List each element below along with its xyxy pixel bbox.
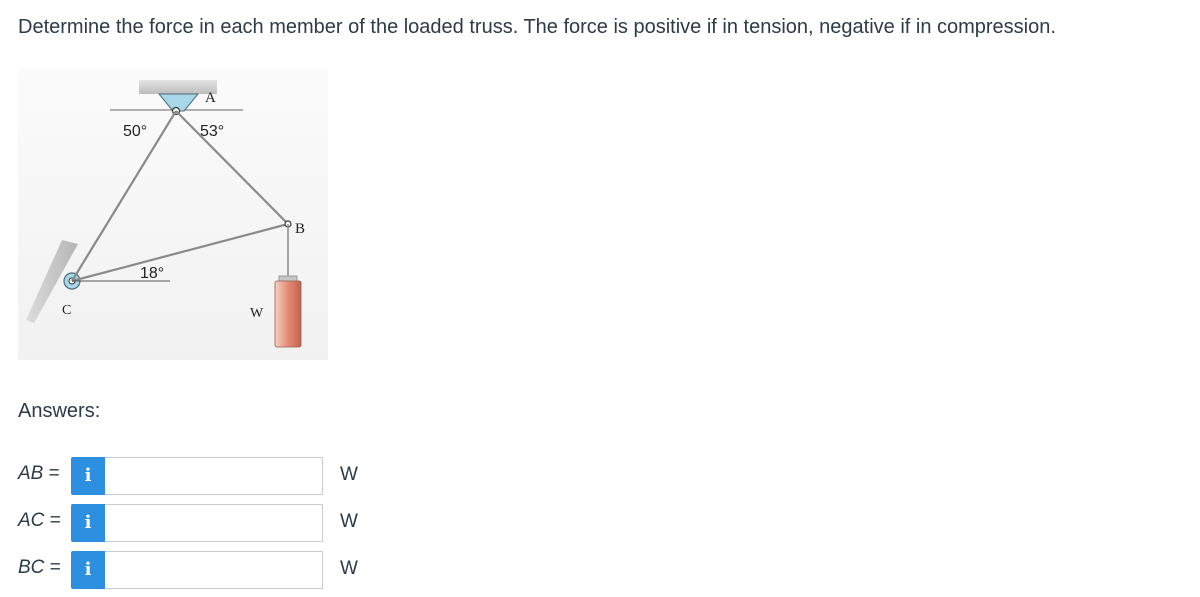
answer-input-bc[interactable] (105, 551, 323, 589)
truss-figure (18, 68, 328, 360)
angle-label-53: 53° (200, 123, 225, 140)
equals-sign: = (49, 510, 61, 531)
member-name: AB (18, 463, 44, 484)
weight-block (275, 281, 301, 347)
angle-label-18: 18° (140, 265, 165, 282)
unit-label: W (340, 511, 358, 532)
member-label-bc (18, 557, 61, 579)
unit-label: W (340, 558, 358, 579)
member-label-ab (18, 463, 60, 485)
equals-sign: = (48, 463, 60, 484)
label-c: C (62, 303, 72, 318)
answer-input-ab[interactable] (105, 457, 323, 495)
info-icon[interactable]: i (71, 551, 105, 589)
member-name: BC (18, 557, 45, 578)
answer-row-ac (0, 502, 1200, 544)
answer-row-ab (0, 455, 1200, 497)
member-name: AC (18, 510, 45, 531)
equals-sign: = (49, 557, 61, 578)
answer-row-bc (0, 549, 1200, 591)
label-w: W (250, 306, 264, 321)
answer-input-ac[interactable] (105, 504, 323, 542)
answers-heading: Answers: (18, 400, 101, 422)
info-icon[interactable]: i (71, 457, 105, 495)
truss-diagram (18, 68, 328, 360)
question-text: Determine the force in each member of the loaded truss. The force is positive if in tension, negative if in compression. (18, 16, 1056, 38)
unit-label: W (340, 464, 358, 485)
info-icon[interactable]: i (71, 504, 105, 542)
label-a: A (205, 90, 216, 106)
member-label-ac (18, 510, 61, 532)
angle-label-50: 50° (123, 123, 148, 140)
label-b: B (295, 221, 306, 237)
